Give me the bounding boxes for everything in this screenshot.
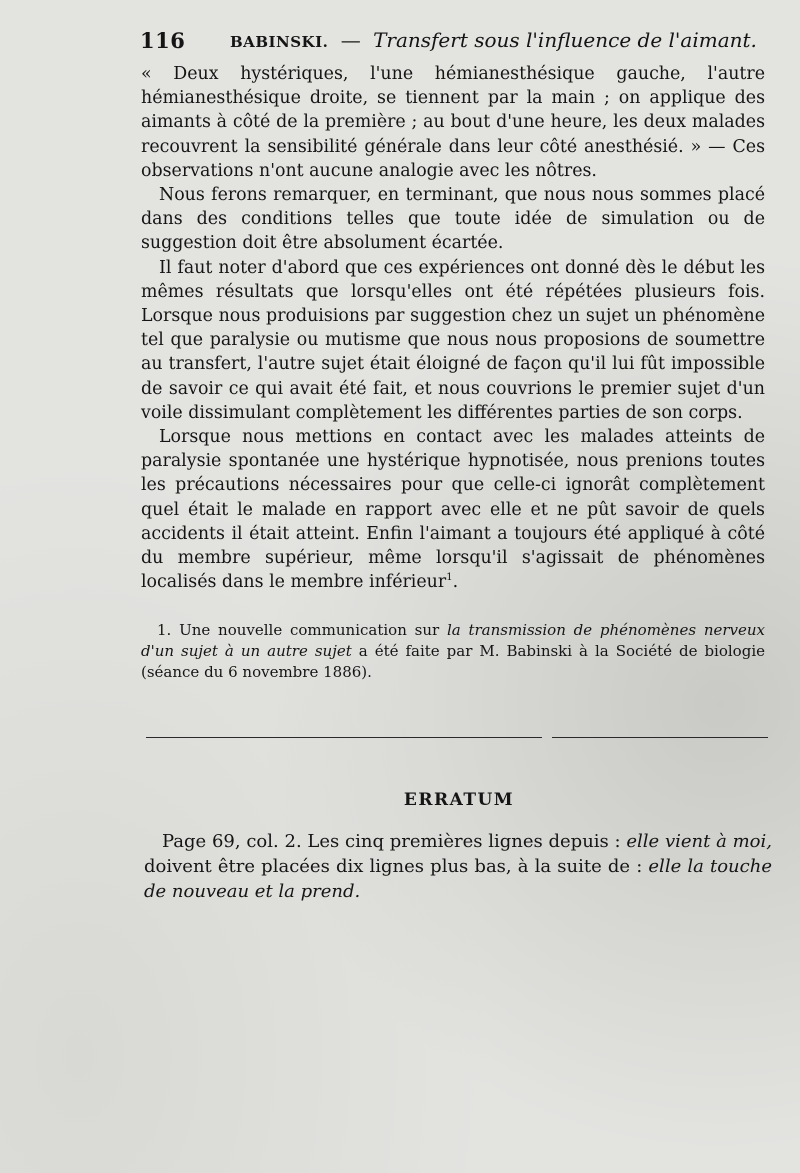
main-text xyxy=(141,62,765,594)
paragraph-contact-text: Lorsque nous mettions en contact avec les malades atteints de paralysie spontanée une hystérique hypnotisée, nous prenions toutes les précautions nécessaires pour que celle-ci ignorât complètement quel était le malade en rapport avec elle et ne pût savoir de quels accidents il était atteint. Enfin l'aimant a toujours été appliqué à côté du membre supérieur, même lorsqu'il s'agissait de phénomènes localisés dans le membre inférieur xyxy=(141,427,765,593)
footnote-text-before: Une nouvelle communication sur xyxy=(179,621,440,639)
paragraph-contact-end: . xyxy=(452,572,459,593)
section-divider-right xyxy=(552,737,768,738)
footnote-number: 1. xyxy=(157,621,172,639)
erratum-heading: ERRATUM xyxy=(403,790,515,810)
erratum-italic-1: elle vient à moi, xyxy=(626,831,772,852)
paragraph-contact xyxy=(141,425,765,594)
header-separator: — xyxy=(340,28,361,52)
erratum-text-middle: doivent être placées dix lignes plus bas, à la suite de : xyxy=(144,856,643,877)
running-head xyxy=(230,28,757,52)
footnote xyxy=(141,620,765,683)
paragraph-experiments: Il faut noter d'abord que ces expériences ont donné dès le début les mêmes résultats que lorsqu'elles ont été répétées plusieurs fois. Lorsque nous produisions par suggestion chez un sujet un phénomène tel que paralysie ou mutisme que nous nous proposions de soumettre au transfert, l'autre sujet était éloigné de façon qu'il lui fût impossible de savoir ce qui avait été fait, et nous couvrions le premier sujet d'un voile dissimulant complètement les différentes parties de son corps. xyxy=(141,257,765,423)
paragraph-quotation: « Deux hystériques, l'une hémianesthésique gauche, l'autre hémianesthésique droite, se tiennent par la main ; on applique des aimants à côté de la première ; au bout d'une heure, les deux malades recouvrent la sensibilité générale dans leur côté anesthésié. » — Ces observations n'ont aucune analogie avec les nôtres. xyxy=(141,64,765,181)
erratum-italic-2: elle la touche de nouveau et la prend. xyxy=(144,856,772,902)
section-divider-left xyxy=(146,737,542,738)
header-author: BABINSKI. xyxy=(230,33,329,51)
page-number: 116 xyxy=(140,28,186,53)
header-title: Transfert sous l'influence de l'aimant. xyxy=(373,28,757,52)
footnote-text-after: a été faite par M. Babinski à la Société de biologie (séance du 6 novembre 1886). xyxy=(141,642,765,681)
footnote-reference: 1 xyxy=(446,572,453,584)
footnote-italic-title: la transmission de phénomènes nerveux d'un sujet à un autre sujet xyxy=(141,621,765,660)
running-header xyxy=(140,28,790,58)
erratum-text xyxy=(144,829,772,904)
paragraph-conditions: Nous ferons remarquer, en terminant, que nous nous sommes placé dans des conditions telles que toute idée de simulation ou de suggestion doit être absolument écartée. xyxy=(141,185,765,254)
erratum-text-before: Page 69, col. 2. Les cinq premières lignes depuis : xyxy=(162,831,621,852)
